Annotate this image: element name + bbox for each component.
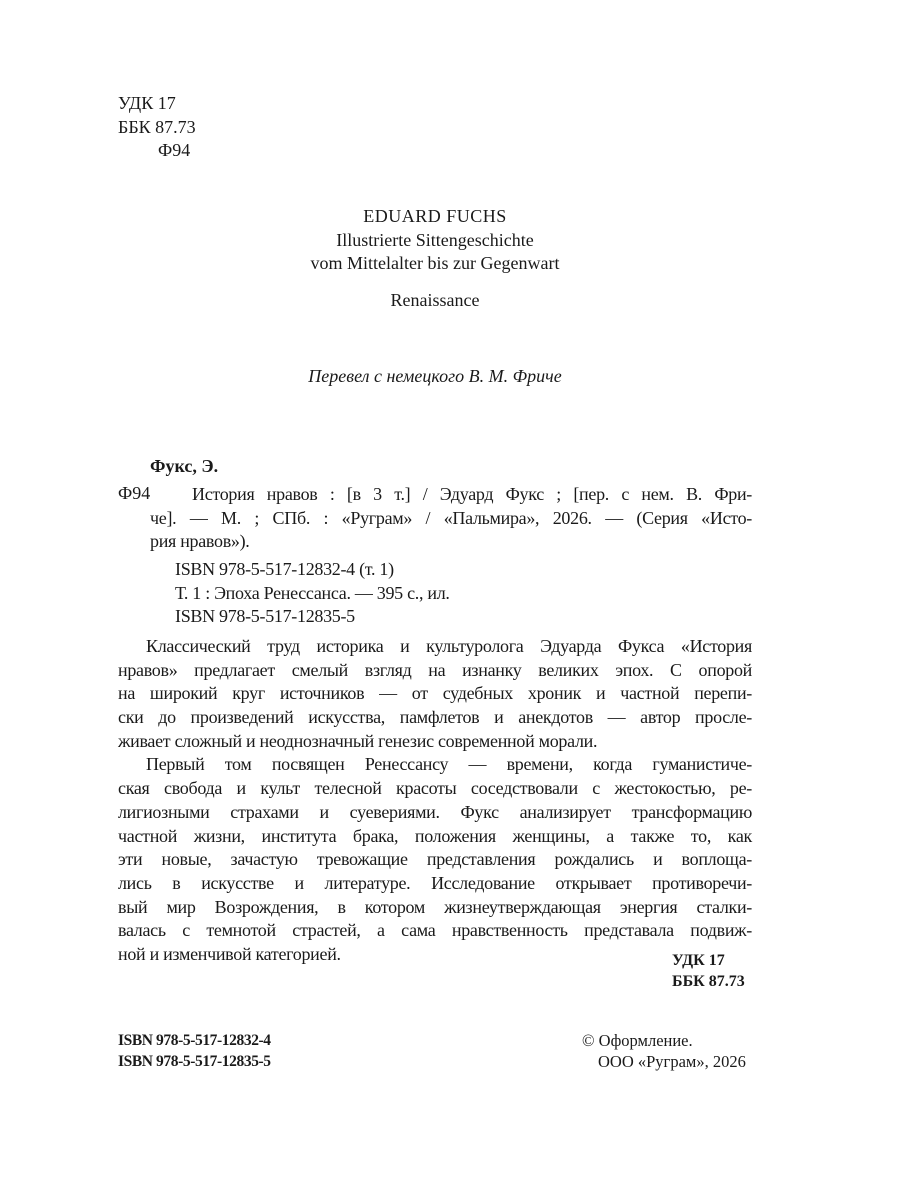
volume-info: Т. 1 : Эпоха Ренессанса. — 395 с., ил. — [175, 582, 450, 603]
original-title-line2: vom Mittelalter bis zur Gegenwart — [310, 253, 560, 274]
annotation-line: нравов» предлагает смелый взгляд на изнанку великих эпох. С опорой — [118, 659, 752, 680]
copyright-line2: ООО «Руграм», 2026 — [598, 1052, 746, 1071]
isbn-set: ISBN 978-5-517-12832-4 (т. 1) — [175, 559, 394, 580]
translator-credit: Перевел с немецкого В. М. Фриче — [308, 366, 562, 386]
udk-code: УДК 17 — [118, 93, 176, 113]
bib-line: че]. — М. ; СПб. : «Руграм» / «Пальмира», 2026. — (Серия «Исто- — [150, 507, 752, 528]
udk-code-bottom: УДК 17 — [672, 952, 725, 969]
original-title-block — [235, 205, 635, 313]
classification-codes-bottom — [672, 950, 745, 992]
bib-line: История нравов : [в 3 т.] / Эдуард Фукс ; [пер. с нем. В. Фри- — [192, 484, 752, 504]
original-volume: Renaissance — [390, 290, 480, 311]
annotation-line: живает сложный и неоднозначный генезис современной морали. — [118, 730, 598, 751]
annotation-line: на широкий круг источников — от судебных хроник и частной перепи- — [118, 683, 752, 704]
annotation-line: ски до произведений искусства, памфлетов и анекдотов — автор просле- — [118, 707, 752, 728]
author-mark: Ф94 — [158, 140, 191, 161]
annotation-line: валась с темнотой страстей, а сама нравственность представала подвиж- — [118, 920, 752, 941]
original-author: EDUARD FUCHS — [363, 206, 507, 226]
original-title-line1: Illustrierte Sittengeschichte — [336, 229, 534, 250]
bbk-code: ББК 87.73 — [118, 116, 196, 137]
bibliographic-mark: Ф94 — [118, 483, 151, 503]
annotation-line: лигиозными страхами и суевериями. Фукс анализирует трансформацию — [118, 801, 752, 822]
annotation — [118, 635, 752, 967]
copyright — [582, 1030, 746, 1072]
isbn-footer — [118, 1030, 271, 1072]
annotation-paragraph-2 — [118, 753, 752, 966]
annotation-line: Первый том посвящен Ренессансу — времени, когда гуманистиче- — [146, 754, 752, 775]
annotation-line: ская свобода и культ телесной красоты соседствовали с жестокостью, ре- — [118, 778, 752, 799]
isbn-footer-line: ISBN 978-5-517-12832-4 — [118, 1032, 271, 1049]
isbn-footer-line: ISBN 978-5-517-12835-5 — [118, 1053, 271, 1070]
bib-line: рия нравов»). — [150, 531, 250, 552]
annotation-line: лись в искусстве и литературе. Исследование открывает противоречи- — [118, 872, 752, 893]
copyright-line1: © Оформление. — [582, 1031, 693, 1050]
isbn-volume: ISBN 978-5-517-12835-5 — [175, 606, 355, 627]
annotation-paragraph-1 — [118, 635, 752, 753]
author-heading: Фукс, Э. — [150, 456, 219, 476]
annotation-line: ной и изменчивой категорией. — [118, 943, 341, 964]
annotation-line: вый мир Возрождения, в котором жизнеутверждающая энергия сталки- — [118, 896, 752, 917]
annotation-line: частной жизни, института брака, положения женщины, а также то, как — [118, 825, 752, 846]
annotation-line: Классический труд историка и культуролога Эдуарда Фукса «История — [146, 636, 752, 656]
bbk-code-bottom: ББК 87.73 — [672, 973, 745, 990]
classification-codes-top — [118, 92, 196, 163]
bibliographic-description — [150, 483, 752, 629]
annotation-line: эти новые, зачастую тревожащие представления рождались и воплоща- — [118, 849, 752, 870]
